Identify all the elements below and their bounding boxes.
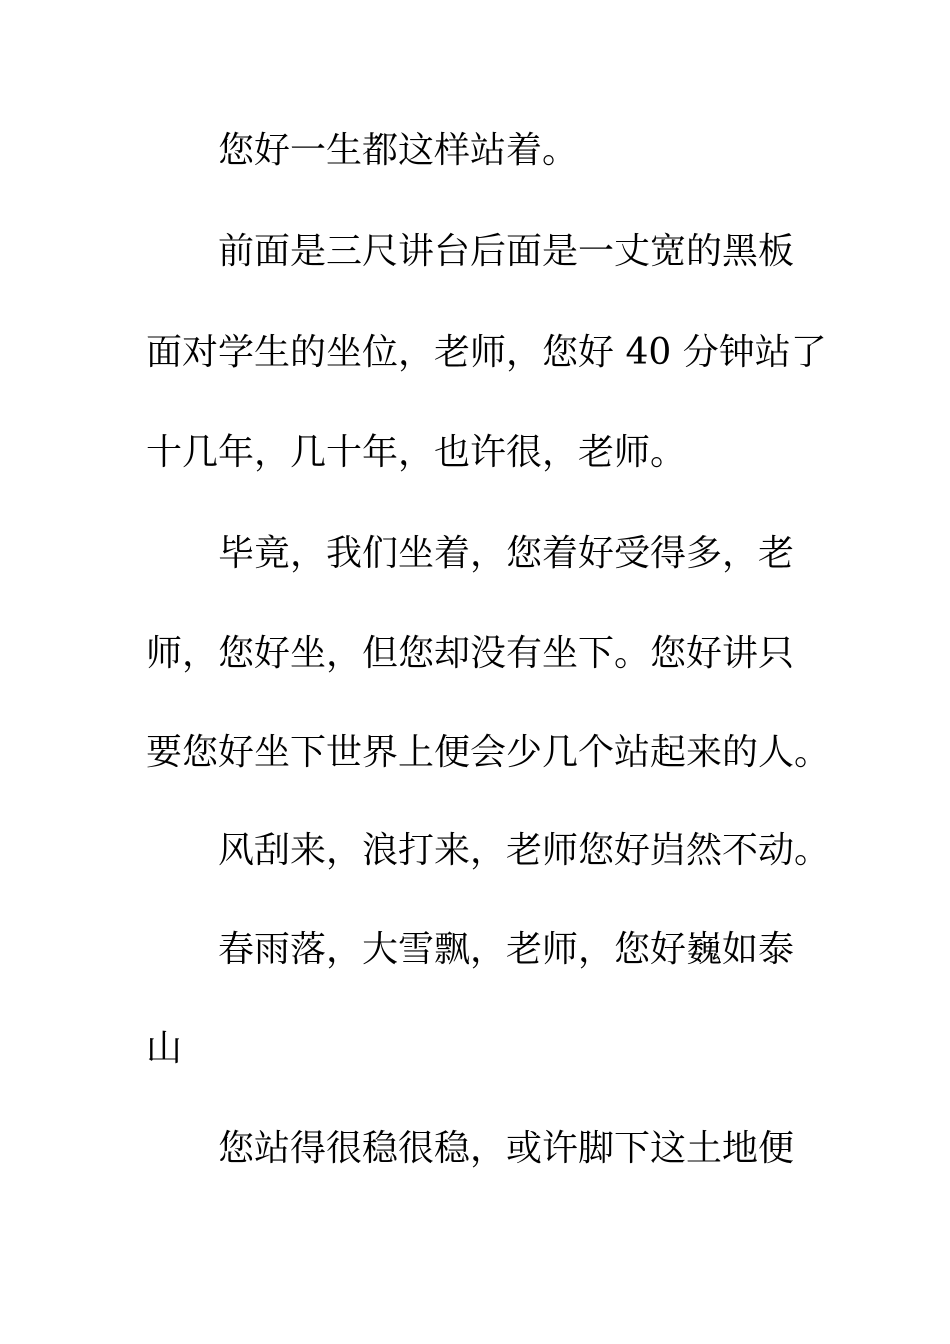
text-line: 要您好坐下世界上便会少几个站起来的人。 <box>146 732 831 773</box>
text-line: 您好一生都这样站着。 <box>218 130 579 171</box>
text-line: 风刮来，浪打来，老师您好岿然不动。 <box>218 830 831 871</box>
text-line: 师，您好坐，但您却没有坐下。您好讲只 <box>146 633 795 674</box>
text-line: 山 <box>146 1028 183 1069</box>
text-line: 前面是三尺讲台后面是一丈宽的黑板 <box>218 231 795 272</box>
text-line: 十几年，几十年，也许很，老师。 <box>146 432 687 473</box>
text-line: 春雨落，大雪飘，老师，您好巍如泰 <box>218 929 795 970</box>
text-line: 毕竟，我们坐着，您着好受得多，老 <box>218 533 795 574</box>
text-line: 面对学生的坐位，老师，您好 40 分钟站了 <box>146 332 827 373</box>
text-line: 您站得很稳很稳，或许脚下这土地便 <box>218 1128 795 1169</box>
